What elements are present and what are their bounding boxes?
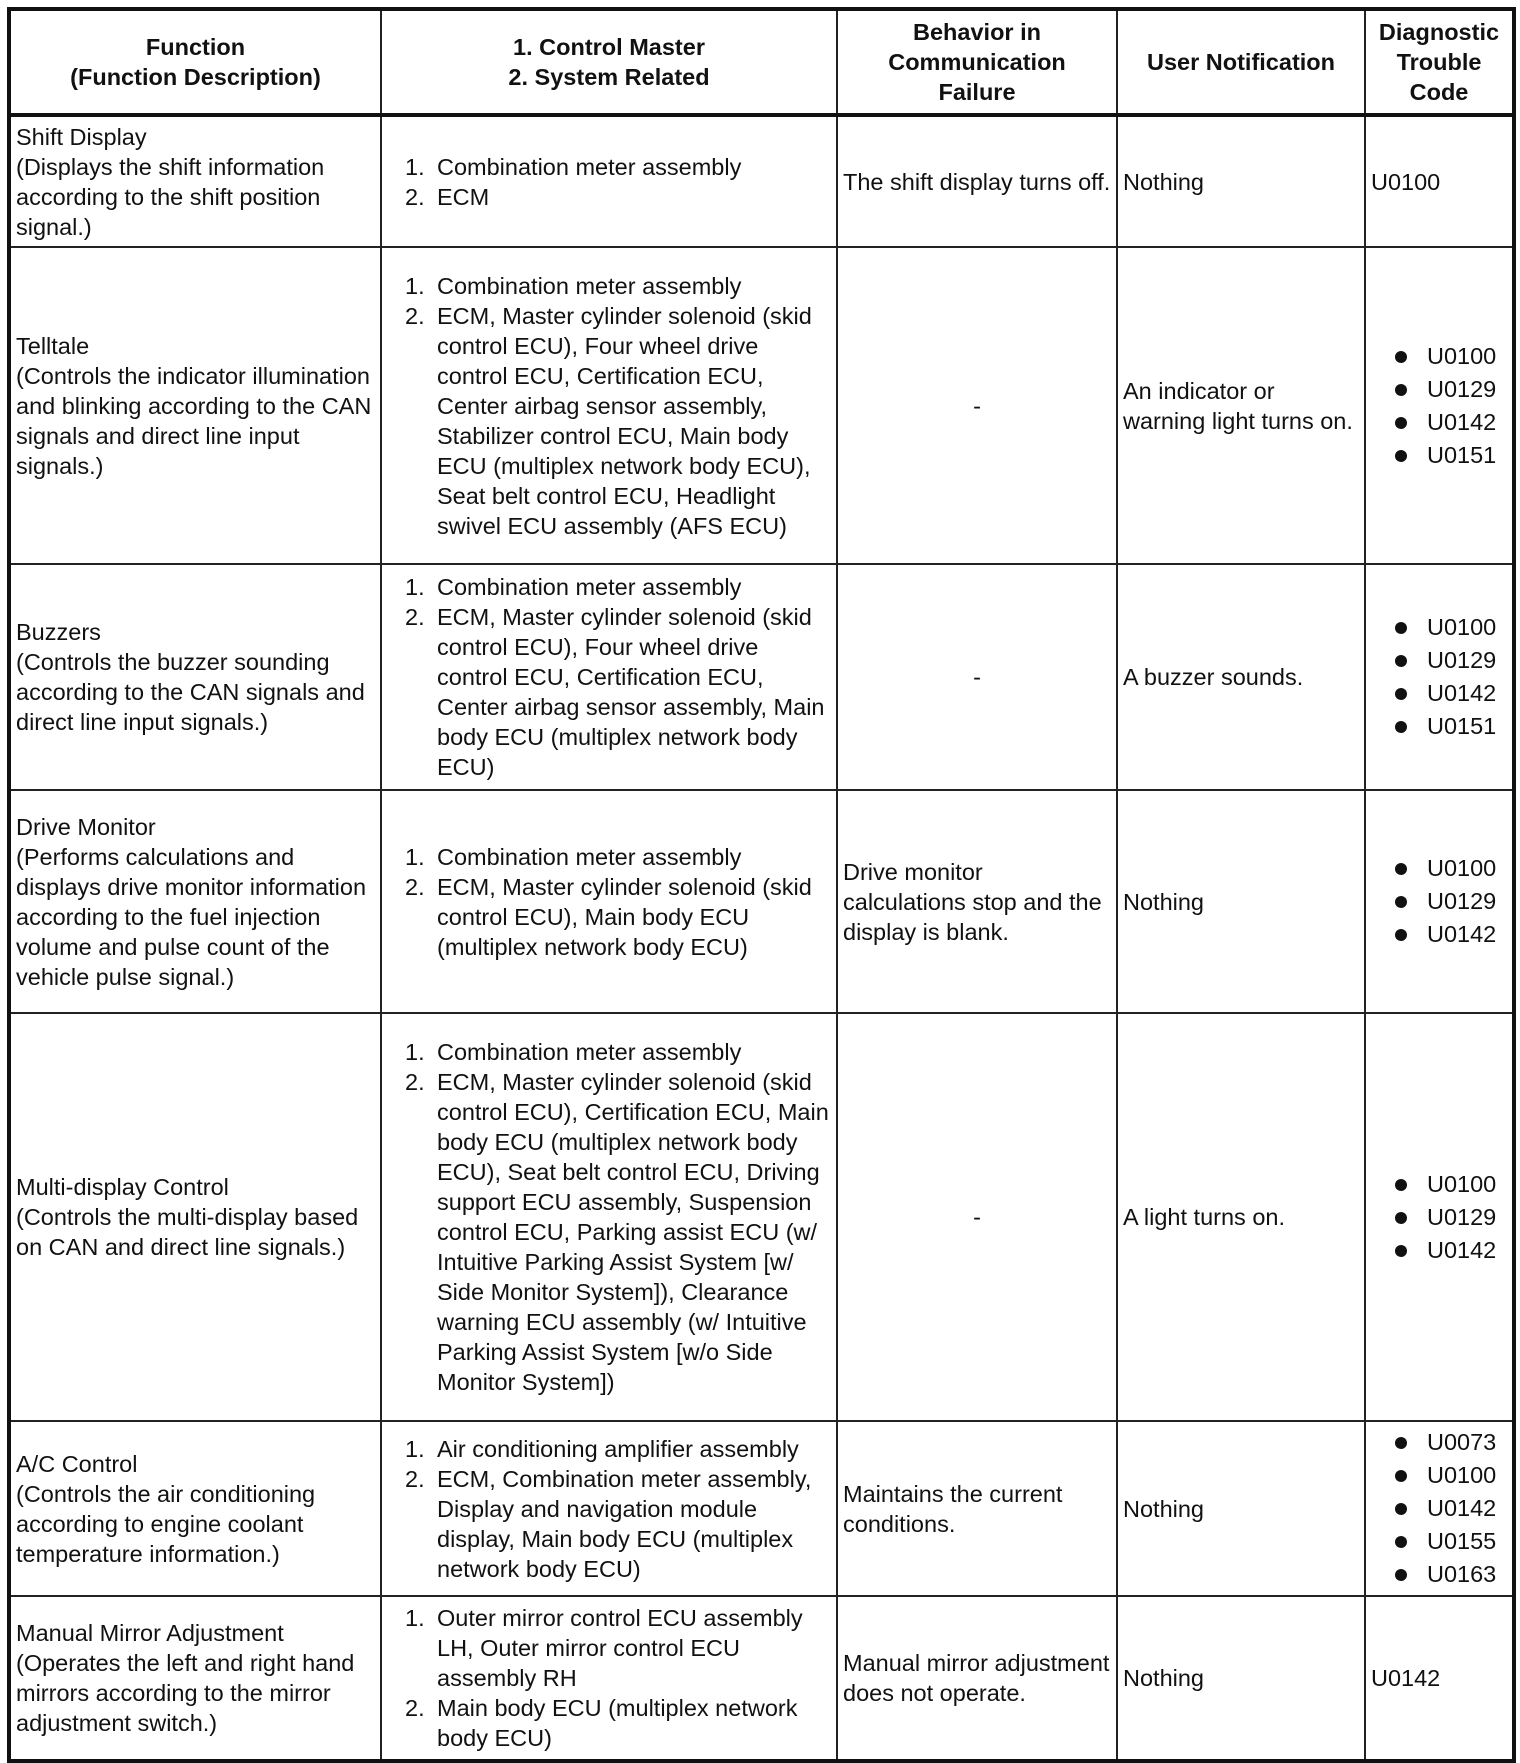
- dtc-item: U0151: [1371, 439, 1507, 472]
- dtc-cell: U0142: [1365, 1596, 1514, 1761]
- bullet-icon: [1395, 896, 1407, 908]
- dtc-item: U0129: [1371, 885, 1507, 918]
- bullet-icon: [1395, 688, 1407, 700]
- dtc-item: U0142: [1371, 1492, 1507, 1525]
- bullet-icon: [1395, 622, 1407, 634]
- bullet-icon: [1395, 1212, 1407, 1224]
- notification-cell: Nothing: [1117, 115, 1365, 247]
- bullet-icon: [1395, 1245, 1407, 1257]
- notification-cell: Nothing: [1117, 1596, 1365, 1761]
- bullet-icon: [1395, 863, 1407, 875]
- control-cell: 1. Combination meter assembly 2. ECM, Master cylinder solenoid (skid control ECU), Four wheel drive control ECU, Certification ECU, Center airbag sensor assembly, Stabilizer control ECU, Main body ECU (multiplex network body ECU), Seat belt control ECU, Headlight swivel ECU assembly (AFS ECU): [381, 247, 837, 564]
- dtc-item: U0142: [1371, 918, 1507, 951]
- dtc-item: U0100: [1371, 852, 1507, 885]
- bullet-icon: [1395, 417, 1407, 429]
- bullet-icon: [1395, 1536, 1407, 1548]
- dtc-item: U0129: [1371, 644, 1507, 677]
- behavior-cell: -: [837, 1013, 1117, 1421]
- dtc-cell: [1365, 247, 1514, 564]
- notification-cell: An indicator or warning light turns on.: [1117, 247, 1365, 564]
- dtc-cell: [1365, 564, 1514, 790]
- table-row: [9, 247, 1514, 564]
- control-cell: 1. Air conditioning amplifier assembly 2. ECM, Combination meter assembly, Display and navigation module display, Main body ECU (multiplex network body ECU): [381, 1421, 837, 1596]
- dtc-cell: [1365, 1013, 1514, 1421]
- behavior-cell: The shift display turns off.: [837, 115, 1117, 247]
- notification-cell: Nothing: [1117, 790, 1365, 1013]
- bullet-icon: [1395, 655, 1407, 667]
- behavior-cell: -: [837, 564, 1117, 790]
- dtc-item: U0142: [1371, 677, 1507, 710]
- notification-cell: A buzzer sounds.: [1117, 564, 1365, 790]
- dtc-item: U0155: [1371, 1525, 1507, 1558]
- can-function-table: [7, 7, 1516, 1763]
- function-cell: Manual Mirror Adjustment (Operates the left and right hand mirrors according to the mirror adjustment switch.): [9, 1596, 381, 1761]
- bullet-icon: [1395, 929, 1407, 941]
- bullet-icon: [1395, 721, 1407, 733]
- notification-cell: Nothing: [1117, 1421, 1365, 1596]
- function-cell: Buzzers (Controls the buzzer sounding according to the CAN signals and direct line input signals.): [9, 564, 381, 790]
- bullet-icon: [1395, 384, 1407, 396]
- dtc-cell: [1365, 790, 1514, 1013]
- behavior-cell: Drive monitor calculations stop and the display is blank.: [837, 790, 1117, 1013]
- document-page: [7, 7, 1512, 1763]
- function-cell: Shift Display (Displays the shift information according to the shift position signal.): [9, 115, 381, 247]
- bullet-icon: [1395, 1437, 1407, 1449]
- dtc-item: U0151: [1371, 710, 1507, 743]
- control-cell: 1. Outer mirror control ECU assembly LH, Outer mirror control ECU assembly RH 2. Main body ECU (multiplex network body ECU): [381, 1596, 837, 1761]
- function-cell: Multi-display Control (Controls the multi-display based on CAN and direct line signals.): [9, 1013, 381, 1421]
- bullet-icon: [1395, 1179, 1407, 1191]
- header-control-master: 1. Control Master 2. System Related: [381, 9, 837, 115]
- behavior-cell: -: [837, 247, 1117, 564]
- dtc-cell: [1365, 1421, 1514, 1596]
- control-cell: 1. Combination meter assembly 2. ECM, Master cylinder solenoid (skid control ECU), Four wheel drive control ECU, Certification ECU, Center airbag sensor assembly, Main body ECU (multiplex network body ECU): [381, 564, 837, 790]
- table-header-row: [9, 9, 1514, 115]
- bullet-icon: [1395, 1470, 1407, 1482]
- header-dtc: Diagnostic Trouble Code: [1365, 9, 1514, 115]
- table-row: [9, 1421, 1514, 1596]
- dtc-item: U0142: [1371, 406, 1507, 439]
- control-cell: 1. Combination meter assembly 2. ECM, Master cylinder solenoid (skid control ECU), Main body ECU (multiplex network body ECU): [381, 790, 837, 1013]
- header-user-notification: User Notification: [1117, 9, 1365, 115]
- notification-cell: A light turns on.: [1117, 1013, 1365, 1421]
- header-function: Function (Function Description): [9, 9, 381, 115]
- table-row: [9, 1013, 1514, 1421]
- dtc-item: U0100: [1371, 1459, 1507, 1492]
- behavior-cell: Maintains the current conditions.: [837, 1421, 1117, 1596]
- dtc-item: U0100: [1371, 611, 1507, 644]
- behavior-cell: Manual mirror adjustment does not operate.: [837, 1596, 1117, 1761]
- bullet-icon: [1395, 1503, 1407, 1515]
- dtc-cell: U0100: [1365, 115, 1514, 247]
- dtc-item: U0163: [1371, 1558, 1507, 1591]
- function-cell: A/C Control (Controls the air conditioning according to engine coolant temperature information.): [9, 1421, 381, 1596]
- dtc-item: U0100: [1371, 1168, 1507, 1201]
- dtc-item: U0129: [1371, 373, 1507, 406]
- bullet-icon: [1395, 351, 1407, 363]
- dtc-item: U0142: [1371, 1234, 1507, 1267]
- function-cell: Telltale (Controls the indicator illumination and blinking according to the CAN signals and direct line input signals.): [9, 247, 381, 564]
- function-cell: Drive Monitor (Performs calculations and displays drive monitor information according to the fuel injection volume and pulse count of the vehicle pulse signal.): [9, 790, 381, 1013]
- dtc-item: U0129: [1371, 1201, 1507, 1234]
- bullet-icon: [1395, 1569, 1407, 1581]
- table-row: [9, 115, 1514, 247]
- bullet-icon: [1395, 450, 1407, 462]
- control-cell: 1. Combination meter assembly 2. ECM, Master cylinder solenoid (skid control ECU), Certification ECU, Main body ECU (multiplex network body ECU), Seat belt control ECU, Driving support ECU assembly, Suspension control ECU, Parking assist ECU (w/ Intuitive Parking Assist System [w/ Side Monitor System]), Clearance warning ECU assembly (w/ Intuitive Parking Assist System [w/o Side Monitor System]): [381, 1013, 837, 1421]
- table-row: [9, 564, 1514, 790]
- control-cell: 1. Combination meter assembly 2. ECM: [381, 115, 837, 247]
- table-row: [9, 790, 1514, 1013]
- table-row: [9, 1596, 1514, 1761]
- header-behavior: Behavior in Communication Failure: [837, 9, 1117, 115]
- dtc-item: U0100: [1371, 340, 1507, 373]
- dtc-item: U0073: [1371, 1426, 1507, 1459]
